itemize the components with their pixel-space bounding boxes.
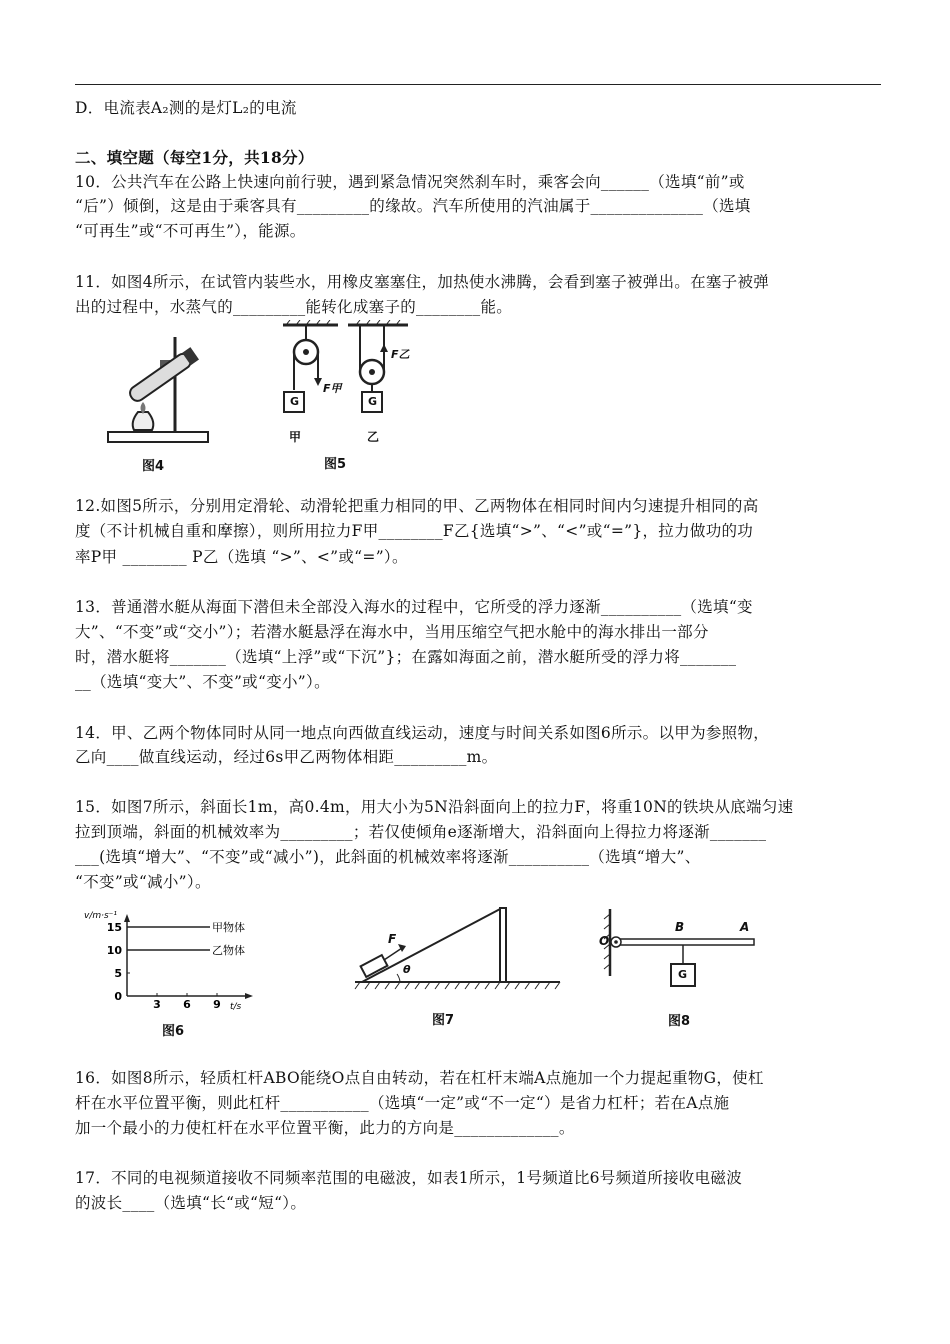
figure-6-chart — [82, 906, 282, 1036]
q14-line-1: 14．甲、乙两个物体同时从同一地点向西做直线运动，速度与时间关系如图6所示。以甲为参照物， — [75, 724, 770, 742]
q15-line-2: 拉到顶端，斜面的机械效率为_________；若仅使倾角e逐渐增大，沿斜面向上得拉力将逐渐_______ — [75, 823, 767, 841]
top-rule — [75, 84, 881, 85]
figure-5 — [278, 320, 418, 470]
figure-8 — [598, 904, 763, 1034]
fig8-point-b: B — [675, 920, 685, 934]
q11-line-2: 出的过程中，水蒸气的_________能转化成塞子的________能。 — [75, 298, 513, 316]
q11-line-1: 11．如图4所示，在试管内装些水，用橡皮塞塞住，加热使水沸腾，会看到塞子被弹出。在塞子被弹 — [75, 273, 770, 291]
figure-8-caption: 图8 — [668, 1014, 691, 1029]
figure-6 — [82, 906, 282, 1039]
chart6-xtick-9: 9 — [213, 998, 221, 1011]
figure-4-caption: 图4 — [142, 459, 165, 474]
fig5-force-yi: F乙 — [391, 348, 410, 361]
fig8-point-o: O — [599, 934, 610, 948]
q13-line-2: 大”、“不变”或“交小”）；若潜水艇悬浮在海水中，当用压缩空气把水舱中的海水排出一部分 — [75, 623, 709, 641]
q17-line-1: 17．不同的电视频道接收不同频率范围的电磁波，如表1所示，1号频道比6号频道所接收电磁波 — [75, 1169, 743, 1187]
figure-4 — [100, 322, 220, 472]
q10-line-2: “后”）倾倒，这是由于乘客具有_________的缘故。汽车所使用的汽油属于______________（选填 — [75, 197, 751, 215]
fig8-weight: G — [678, 968, 688, 981]
q12-line-3: 率P甲 ________ P乙（选填 “>”、<”或“=”）。 — [75, 548, 408, 566]
q13-line-4: __（选填“变大”、不变”或“变小”）。 — [75, 673, 330, 691]
q17-line-2: 的波长____（选填“长“或“短“）。 — [75, 1194, 307, 1212]
figure-7-caption: 图7 — [432, 1013, 455, 1028]
chart6-y-arrow — [124, 914, 130, 922]
chart6-xtick-6: 6 — [183, 998, 191, 1011]
q14-line-2: 乙向____做直线运动，经过6s甲乙两物体相距_________m。 — [75, 748, 498, 766]
fig5-force-jia: F甲 — [323, 382, 342, 395]
chart6-ytick-0: 0 — [114, 990, 122, 1003]
chart6-xlabel: t/s — [230, 1002, 242, 1012]
q13-line-3: 时，潜水艇将_______（选填“上浮”或“下沉”}；在露如海面之前，潜水艇所受的浮力将_______ — [75, 648, 737, 666]
chart6-x-arrow — [245, 993, 253, 999]
chart6-ytick-5: 5 — [114, 967, 122, 980]
q10-line-3: “可再生”或“不可再生”），能源。 — [75, 222, 306, 240]
chart6-legend-2: 乙物体 — [212, 944, 245, 957]
q16-line-3: 加一个最小的力使杠杆在水平位置平衡，此力的方向是_____________。 — [75, 1119, 575, 1137]
q13-line-1: 13．普通潜水艇从海面下潜但未全部没入海水的过程中，它所受的浮力逐渐__________（选填“变 — [75, 598, 753, 616]
q15-line-3: ___(选填“增大”、“不变”或“减小”)，此斜面的机械效率将逐渐__________（选填“增大”、 — [75, 848, 701, 866]
fig5-label-yi: 乙 — [367, 430, 380, 444]
figure-5-caption: 图5 — [324, 457, 347, 472]
chart6-ytick-15: 15 — [106, 921, 122, 934]
q10-line-1: 10．公共汽车在公路上快速向前行驶，遇到紧急情况突然刹车时，乘客会向______（选填“前”或 — [75, 173, 745, 191]
q12-line-1: 12.如图5所示，分别用定滑轮、动滑轮把重力相同的甲、乙两物体在相同时间内匀速提升相同的高 — [75, 497, 759, 515]
chart6-legend-1: 甲物体 — [212, 921, 245, 934]
figure-7 — [350, 904, 570, 1039]
fig5-weight-jia: G — [290, 395, 300, 408]
chart6-ylabel: v/m·s⁻¹ — [84, 911, 118, 921]
q15-line-1: 15．如图7所示，斜面长1m，高0.4m，用大小为5N沿斜面向上的拉力F，将重10N的铁块从底端匀速 — [75, 798, 794, 816]
q16-line-2: 杆在水平位置平衡，则此杠杆___________（选填“一定”或“不一定“）是省力杠杆；若在A点施 — [75, 1094, 730, 1112]
q15-line-4: “不变”或“减小”）。 — [75, 873, 211, 891]
fig7-angle: θ — [403, 963, 411, 976]
fig7-force: F — [388, 932, 397, 946]
q16-line-1: 16．如图8所示，轻质杠杆ABO能绕O点自由转动，若在杠杆末端A点施加一个力提起重物G，使杠 — [75, 1069, 764, 1087]
figure-6-caption: 图6 — [162, 1024, 185, 1039]
chart6-ytick-10: 10 — [106, 944, 122, 957]
section-title: 二、填空题（每空1分，共18分） — [75, 148, 314, 167]
q12-line-2: 度（不计机械自重和摩擦），则所用拉力F甲________F乙{选填“>”、“<”或“=”}，拉力做功的功 — [75, 522, 754, 540]
fig8-point-a: A — [740, 920, 750, 934]
chart6-xtick-3: 3 — [153, 998, 161, 1011]
fig5-label-jia: 甲 — [289, 430, 302, 444]
option-d: D．电流表A₂测的是灯L₂的电流 — [75, 99, 297, 117]
fig5-weight-yi: G — [368, 395, 378, 408]
